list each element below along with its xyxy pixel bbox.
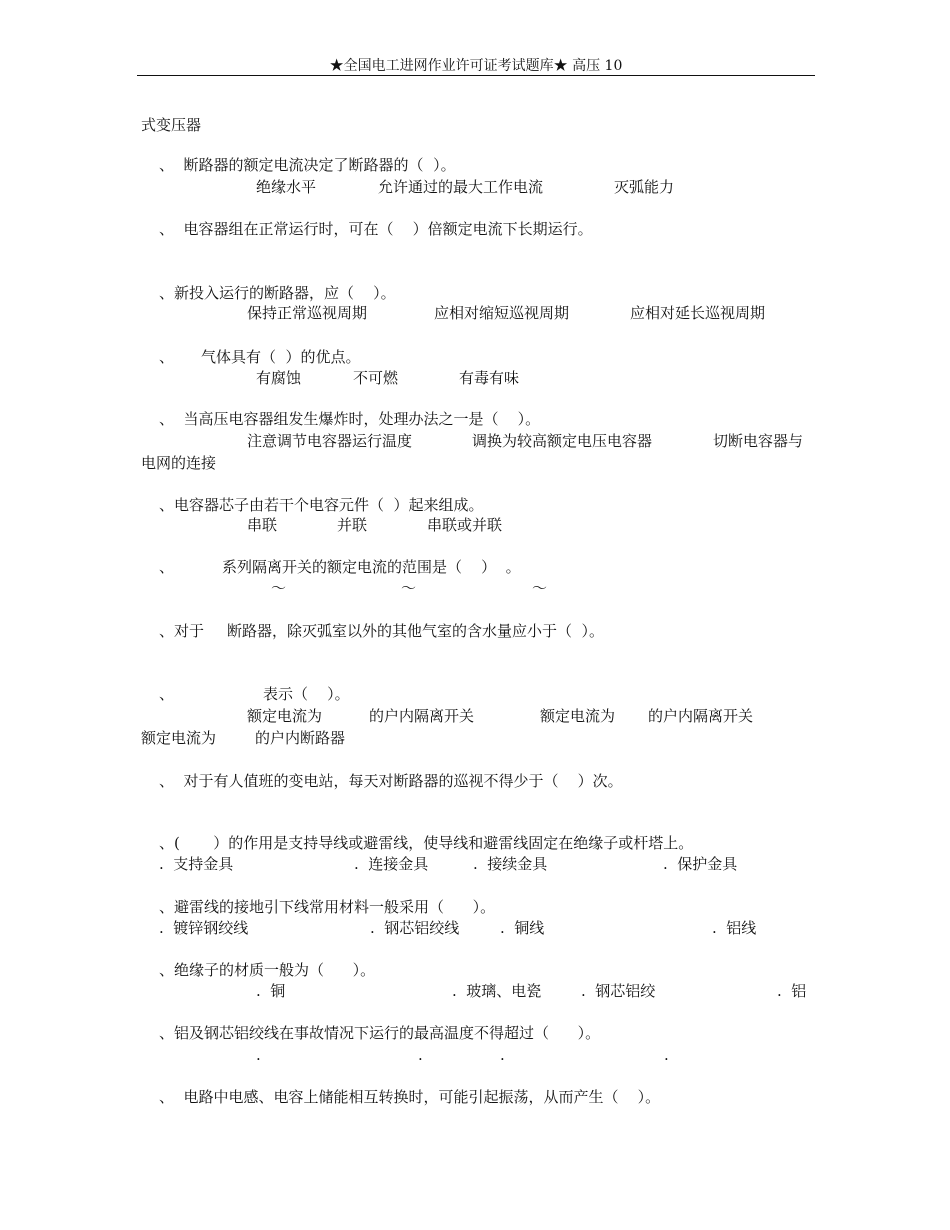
option-text: 注意调节电容器运行温度 — [247, 432, 413, 450]
question-line: 、 当高压电容器组发生爆炸时，处理办法之一是（ ）。 — [159, 410, 541, 428]
option-text: 允许通过的最大工作电流 — [378, 178, 544, 196]
option-text: 额定电流为 — [141, 729, 217, 747]
question-line: 、 — [159, 558, 175, 576]
option-text: . 铝 — [777, 982, 807, 1000]
question-line: 、绝缘子的材质一般为（ ）。 — [159, 961, 376, 979]
question-line: 、 电路中电感、电容上储能相互转换时，可能引起振荡，从而产生（ ）。 — [159, 1088, 661, 1106]
question-line: 断路器，除灭弧室以外的其他气室的含水量应小于（ ）。 — [227, 622, 605, 640]
question-line: 、( ）的作用是支持导线或避雷线，使导线和避雷线固定在绝缘子或杆塔上。 — [159, 834, 694, 852]
option-text: 额定电流为 — [247, 707, 323, 725]
option-text: . 钢芯铝绞线 — [370, 919, 460, 937]
question-line: 、 对于有人值班的变电站，每天对断路器的巡视不得少于（ ）次。 — [159, 772, 623, 790]
option-text: . 玻璃、电瓷 — [452, 982, 542, 1000]
question-line: 、 断路器的额定电流决定了断路器的（ ）。 — [159, 156, 456, 174]
option-text: 串联 — [247, 516, 278, 534]
text-line: 式变压器 — [141, 116, 202, 134]
option-text: ～ — [532, 579, 548, 597]
option-text: . 支持金具 — [159, 855, 234, 873]
option-text: 串联或并联 — [427, 516, 503, 534]
option-text: . 铜 — [256, 982, 286, 1000]
option-text: 有毒有味 — [459, 369, 520, 387]
question-line: 、铝及钢芯铝绞线在事故情况下运行的最高温度不得超过（ ）。 — [159, 1024, 601, 1042]
question-line: 气体具有（ ）的优点。 — [201, 348, 361, 366]
option-text: . 铝线 — [712, 919, 757, 937]
option-text: . 保护金具 — [663, 855, 738, 873]
option-text: 应相对延长巡视周期 — [630, 304, 766, 322]
option-text: . 接续金具 — [473, 855, 548, 873]
option-text: 的户内隔离开关 — [369, 707, 475, 725]
question-line: 、 电容器组在正常运行时，可在（ ）倍额定电流下长期运行。 — [159, 220, 593, 238]
option-text: 额定电流为 — [540, 707, 616, 725]
question-line: 系列隔离开关的额定电流的范围是（ ） 。 — [222, 558, 521, 576]
option-text: . 钢芯铝绞 — [581, 982, 656, 1000]
option-text: . 连接金具 — [354, 855, 429, 873]
option-text: . — [500, 1046, 505, 1064]
option-text: 不可燃 — [353, 369, 399, 387]
option-text: 灭弧能力 — [614, 178, 675, 196]
option-text: . — [418, 1046, 423, 1064]
option-text: 绝缘水平 — [256, 178, 317, 196]
option-text: 的户内断路器 — [255, 729, 346, 747]
option-text: . — [256, 1046, 261, 1064]
header-rule — [137, 75, 815, 76]
option-text: . 铜线 — [500, 919, 545, 937]
option-text: . — [664, 1046, 669, 1064]
question-line: 、 — [159, 348, 175, 366]
page-header: ★全国电工进网作业许可证考试题库★ 高压 10 — [329, 58, 623, 74]
option-text: 有腐蚀 — [256, 369, 302, 387]
question-line: 、电容器芯子由若干个电容元件（ ）起来组成。 — [159, 496, 484, 514]
question-line: 、新投入运行的断路器，应（ ）。 — [159, 284, 396, 302]
question-line: 、 — [159, 685, 175, 703]
question-line: 、避雷线的接地引下线常用材料一般采用（ ）。 — [159, 898, 496, 916]
option-text: 调换为较高额定电压电容器 — [472, 432, 653, 450]
option-text: 应相对缩短巡视周期 — [434, 304, 570, 322]
option-text: . 镀锌钢绞线 — [159, 919, 249, 937]
option-text: ～ — [401, 579, 417, 597]
option-text: 切断电容器与 — [713, 432, 804, 450]
option-text: 电网的连接 — [141, 454, 217, 472]
option-text: 保持正常巡视周期 — [247, 304, 368, 322]
option-text: ～ — [271, 579, 287, 597]
question-line: 表示（ ）。 — [263, 685, 350, 703]
option-text: 的户内隔离开关 — [648, 707, 754, 725]
question-line: 、对于 — [159, 622, 205, 640]
option-text: 并联 — [337, 516, 368, 534]
